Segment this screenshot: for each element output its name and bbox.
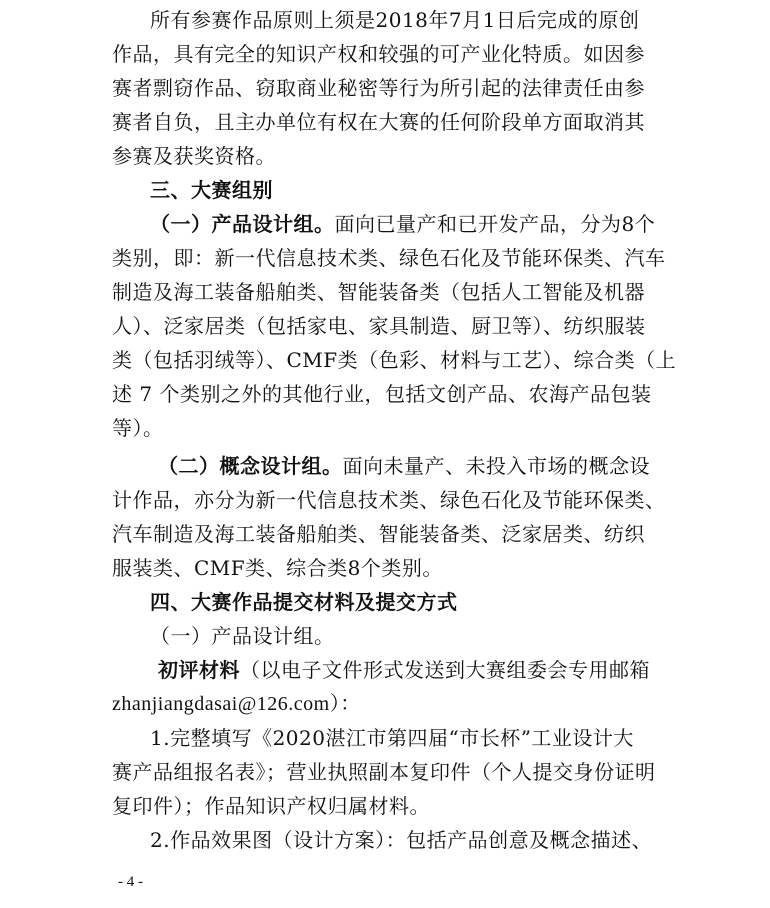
group-text: 面向未量产、未投入市场的概念设 [342, 454, 650, 478]
email-address: zhanjiangdasai@126.com）： [112, 693, 361, 715]
text-line: 述 7 个类别之外的其他行业，包括文创产品、农海产品包装 [112, 382, 652, 406]
text-line: 等）。 [112, 416, 164, 440]
text-line: 赛者剽窃作品、窃取商业秘密等行为所引起的法律责任由参 [112, 76, 645, 100]
page-number: - 4 - [118, 874, 143, 890]
text-line: 服装类、CMF类、综合类8个类别。 [112, 556, 443, 580]
section-heading: 三、大赛组别 [150, 178, 273, 202]
text-line: 赛产品组报名表》；营业执照副本复印件（个人提交身份证明 [112, 760, 656, 784]
text-line: 人）、泛家居类（包括家电、家具制造、厨卫等）、纺织服装 [112, 314, 646, 338]
text-line: 类（包括羽绒等）、CMF类（色彩、材料与工艺）、综合类（上 [112, 348, 677, 372]
group-label: （一）产品设计组。 [150, 212, 335, 236]
text-line: 复印件）；作品知识产权归属材料。 [112, 794, 430, 818]
initial-review-text: （以电子文件形式发送到大赛组委会专用邮箱 [240, 658, 650, 682]
initial-review-label: 初评材料 [158, 658, 240, 682]
text-line [150, 210, 655, 238]
text-line: 计作品，亦分为新一代信息技术类、绿色石化及节能环保类、 [112, 488, 666, 512]
text-line: 赛者自负，且主办单位有权在大赛的任何阶段单方面取消其 [112, 110, 645, 134]
group-text: 面向已量产和已开发产品，分为8个 [334, 212, 656, 236]
group-label: （二）概念设计组。 [158, 454, 343, 478]
text-line: 所有参赛作品原则上须是2018年7月1日后完成的原创 [150, 8, 640, 32]
text-line: 类别，即：新一代信息技术类、绿色石化及节能环保类、汽车 [112, 246, 666, 270]
text-line [158, 452, 650, 480]
text-line: 作品，具有完全的知识产权和较强的可产业化特质。如因参 [112, 42, 645, 66]
text-line: 2.作品效果图（设计方案）：包括产品创意及概念描述、 [150, 828, 653, 852]
text-line: 汽车制造及海工装备船舶类、智能装备类、泛家居类、纺织 [112, 522, 645, 546]
text-line: 1.完整填写《2020湛江市第四届“市长杯”工业设计大 [150, 726, 634, 750]
section-heading: 四、大赛作品提交材料及提交方式 [150, 590, 458, 614]
text-line [158, 656, 650, 684]
text-line: 制造及海工装备船舶类、智能装备类（包括人工智能及机器 [112, 280, 645, 304]
text-line: 参赛及获奖资格。 [112, 144, 276, 168]
subsection-heading: （一）产品设计组。 [150, 624, 335, 648]
